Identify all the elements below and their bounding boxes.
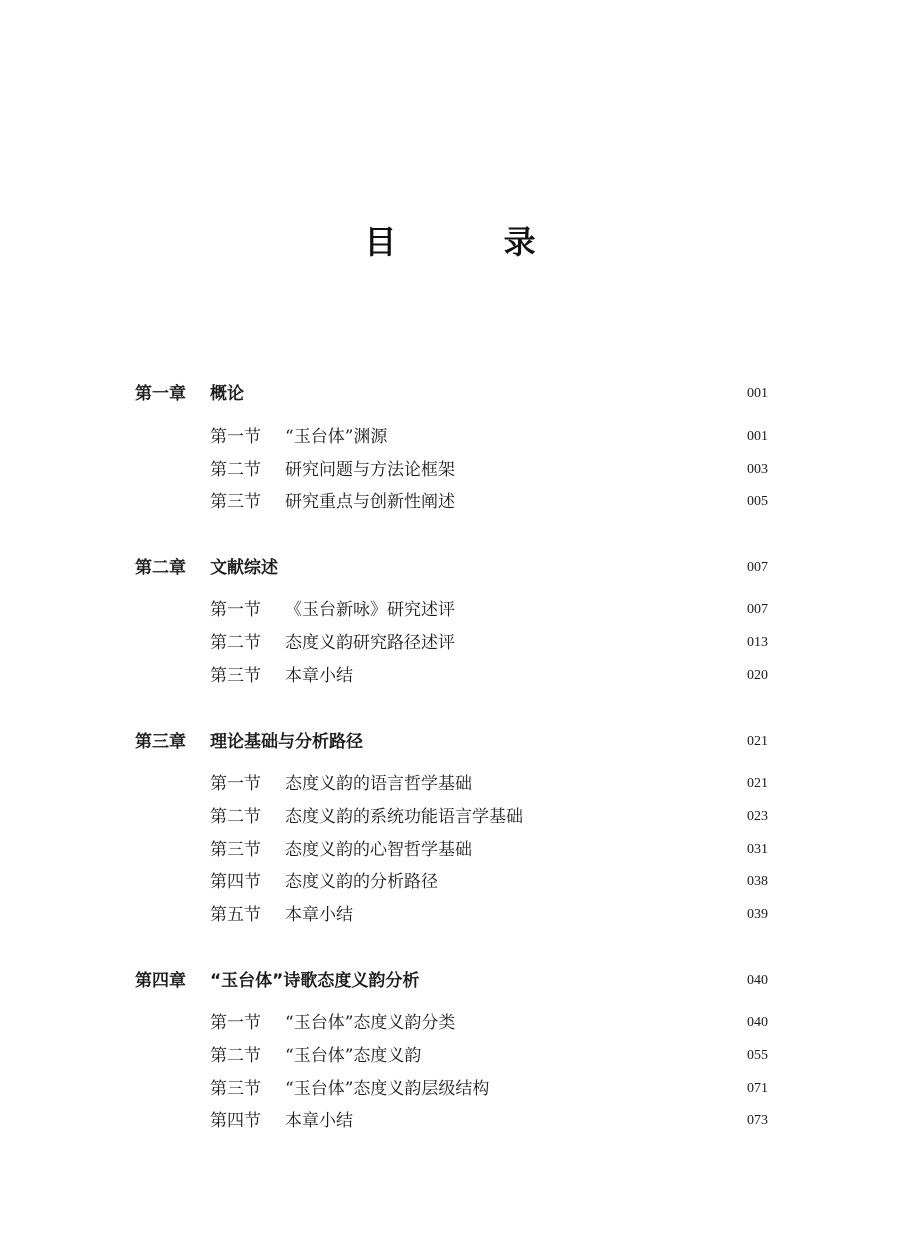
page-number: 073 (747, 1113, 768, 1128)
section-number: 第一节 (210, 427, 261, 447)
page-number: 039 (747, 907, 768, 922)
section-title: 态度义韵的系统功能语言学基础 (285, 807, 523, 827)
section-title: “玉台体”态度义韵 (285, 1046, 422, 1066)
section-number: 第四节 (210, 872, 261, 892)
section-number: 第三节 (210, 492, 261, 512)
page-number: 040 (747, 973, 768, 988)
section-entry[interactable] (0, 1108, 900, 1134)
section-title: 本章小结 (285, 666, 353, 686)
page-number: 005 (747, 494, 768, 509)
page-number: 003 (747, 462, 768, 477)
section-number: 第二节 (210, 633, 261, 653)
chapter-title: 理论基础与分析路径 (210, 732, 363, 752)
chapter-title: 文献综述 (210, 558, 278, 578)
page-number: 020 (747, 668, 768, 683)
chapter-3-entry[interactable] (0, 729, 900, 755)
chapter-number: 第四章 (135, 971, 186, 991)
section-entry[interactable] (0, 630, 900, 656)
page-number: 007 (747, 560, 768, 575)
page-number: 071 (747, 1081, 768, 1096)
section-title: 态度义韵研究路径述评 (285, 633, 455, 653)
section-title: 《玉台新咏》研究述评 (285, 600, 455, 620)
section-entry[interactable] (0, 1010, 900, 1036)
page-number: 021 (747, 734, 768, 749)
chapter-number: 第三章 (135, 732, 186, 752)
page-number: 055 (747, 1048, 768, 1063)
section-entry[interactable] (0, 804, 900, 830)
section-number: 第五节 (210, 905, 261, 925)
section-entry[interactable] (0, 869, 900, 895)
section-entry[interactable] (0, 424, 900, 450)
page-number: 031 (747, 842, 768, 857)
section-title: “玉台体”态度义韵分类 (285, 1013, 456, 1033)
section-number: 第二节 (210, 460, 261, 480)
section-title: “玉台体”态度义韵层级结构 (285, 1079, 490, 1099)
page-number: 023 (747, 809, 768, 824)
section-title: 态度义韵的心智哲学基础 (285, 840, 472, 860)
section-entry[interactable] (0, 771, 900, 797)
section-entry[interactable] (0, 1076, 900, 1102)
section-title: 研究重点与创新性阐述 (285, 492, 455, 512)
page-number: 007 (747, 602, 768, 617)
page-number: 040 (747, 1015, 768, 1030)
section-entry[interactable] (0, 902, 900, 928)
section-number: 第二节 (210, 1046, 261, 1066)
section-title: 研究问题与方法论框架 (285, 460, 455, 480)
page-number: 001 (747, 386, 768, 401)
section-entry[interactable] (0, 489, 900, 515)
chapter-2-entry[interactable] (0, 555, 900, 581)
section-number: 第四节 (210, 1111, 261, 1131)
page-number: 001 (747, 429, 768, 444)
section-number: 第三节 (210, 840, 261, 860)
chapter-4-entry[interactable] (0, 968, 900, 994)
chapter-title: 概论 (210, 384, 244, 404)
chapter-number: 第二章 (135, 558, 186, 578)
chapter-number: 第一章 (135, 384, 186, 404)
page-number: 021 (747, 776, 768, 791)
page-title: 目 录 (364, 223, 584, 261)
section-number: 第一节 (210, 600, 261, 620)
section-title: “玉台体”渊源 (285, 427, 388, 447)
chapter-title: “玉台体”诗歌态度义韵分析 (210, 971, 420, 991)
section-number: 第二节 (210, 807, 261, 827)
section-entry[interactable] (0, 837, 900, 863)
section-title: 态度义韵的分析路径 (285, 872, 438, 892)
section-entry[interactable] (0, 457, 900, 483)
section-title: 态度义韵的语言哲学基础 (285, 774, 472, 794)
section-title: 本章小结 (285, 1111, 353, 1131)
section-title: 本章小结 (285, 905, 353, 925)
section-number: 第一节 (210, 774, 261, 794)
page-number: 013 (747, 635, 768, 650)
section-number: 第三节 (210, 666, 261, 686)
section-entry[interactable] (0, 597, 900, 623)
section-number: 第一节 (210, 1013, 261, 1033)
section-entry[interactable] (0, 663, 900, 689)
chapter-1-entry[interactable] (0, 381, 900, 407)
section-entry[interactable] (0, 1043, 900, 1069)
section-number: 第三节 (210, 1079, 261, 1099)
page-number: 038 (747, 874, 768, 889)
